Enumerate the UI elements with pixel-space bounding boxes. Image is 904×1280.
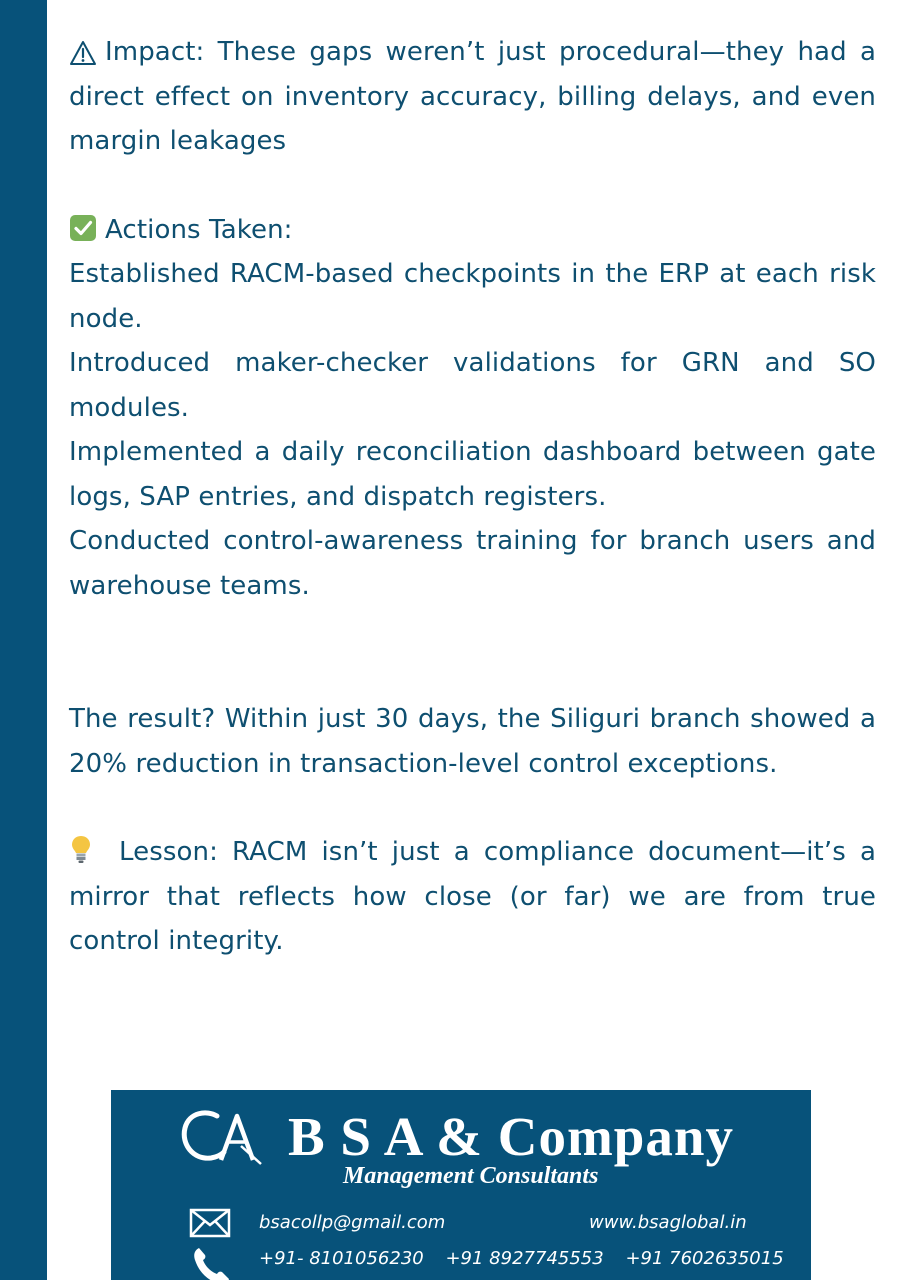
light-bulb-icon bbox=[69, 834, 93, 864]
actions-heading-text: Actions Taken: bbox=[105, 214, 293, 245]
action-item: Established RACM-based checkpoints in the ERP at each risk node. bbox=[69, 259, 876, 334]
phone-number[interactable]: +91- 8101056230 bbox=[259, 1248, 424, 1269]
spacer bbox=[69, 786, 876, 830]
actions-heading bbox=[69, 208, 876, 253]
lesson-text: Lesson: RACM isn’t just a compliance document—it’s a mirror that reflects how close (or far) we are from true control integrity. bbox=[69, 837, 876, 956]
phone-number[interactable]: +91 8927745553 bbox=[445, 1248, 604, 1269]
footer-banner bbox=[111, 1090, 811, 1280]
action-item: Conducted control-awareness training for branch users and warehouse teams. bbox=[69, 526, 876, 601]
impact-paragraph bbox=[69, 30, 876, 164]
company-name: B S A & Company bbox=[288, 1106, 734, 1167]
spacer bbox=[69, 164, 876, 208]
impact-text: Impact: These gaps weren’t just procedural—they had a direct effect on inventory accuracy, billing delays, and even margin leakages bbox=[69, 37, 876, 156]
phone-icon bbox=[191, 1246, 231, 1280]
warning-icon bbox=[69, 36, 97, 62]
phone-numbers bbox=[259, 1246, 784, 1272]
mail-icon bbox=[189, 1208, 231, 1238]
website-link[interactable]: www.bsaglobal.in bbox=[589, 1212, 747, 1233]
lesson-paragraph bbox=[69, 830, 876, 964]
action-item: Implemented a daily reconciliation dashboard between gate logs, SAP entries, and dispatch registers. bbox=[69, 437, 876, 512]
email-link[interactable]: bsacollp@gmail.com bbox=[259, 1212, 446, 1233]
result-paragraph: The result? Within just 30 days, the Siliguri branch showed a 20% reduction in transaction-level control exceptions. bbox=[69, 704, 876, 779]
document-body bbox=[69, 30, 876, 964]
left-accent-bar bbox=[0, 0, 47, 1280]
company-tagline: Management Consultants bbox=[343, 1163, 599, 1189]
phone-number[interactable]: +91 7602635015 bbox=[625, 1248, 784, 1269]
action-item: Introduced maker-checker validations for GRN and SO modules. bbox=[69, 348, 876, 423]
spacer bbox=[69, 608, 876, 697]
check-mark-icon bbox=[69, 212, 97, 240]
ca-logo bbox=[181, 1108, 263, 1166]
